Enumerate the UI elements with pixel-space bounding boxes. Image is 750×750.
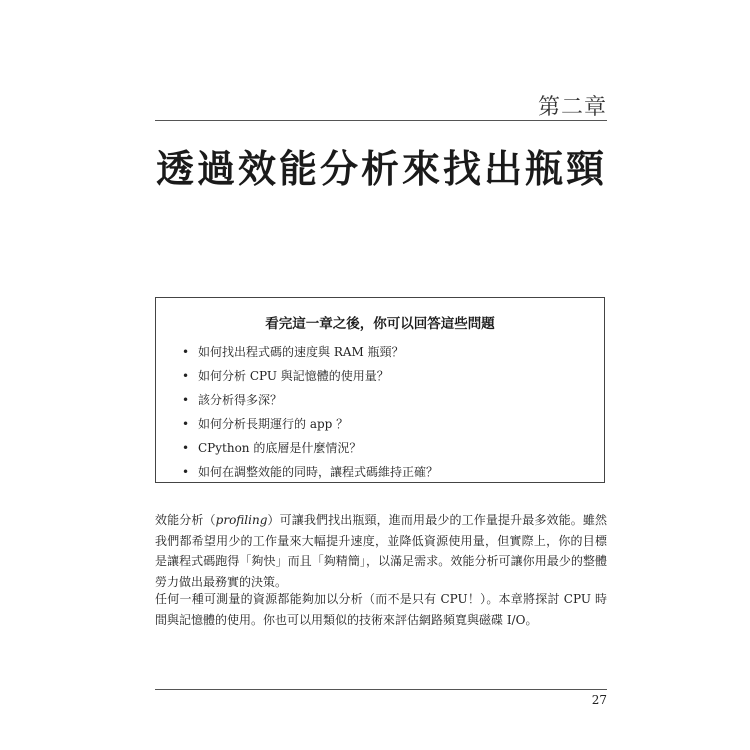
profiling-term: profiling	[215, 513, 268, 527]
question-item	[182, 460, 438, 484]
chapter-label: 第二章	[537, 95, 607, 120]
questions-list	[182, 340, 438, 484]
bullet-icon: •	[182, 441, 190, 455]
question-item	[182, 412, 438, 436]
question-text: 該分析得多深？	[198, 393, 283, 407]
paragraph-1-rest: ）可讓我們找出瓶頸，進而用最少的工作量提升最多效能。雖然我們都希望用少的工作量來大幅提升速度，並降低資源使用量，但實際上，你的目標是讓程式碼跑得「夠快」而且「夠精簡」，以滿足需求。效能分析可讓你用最少的整體勞力做出最務實的決策。	[155, 513, 607, 589]
question-item	[182, 388, 438, 412]
body-paragraph-1	[155, 510, 607, 592]
questions-box-heading: 看完這一章之後，你可以回答這些問題	[265, 316, 495, 332]
chapter-title: 透過效能分析來找出瓶頸	[155, 147, 607, 191]
paragraph-1-lead: 效能分析（	[155, 513, 216, 527]
question-item	[182, 364, 438, 388]
question-text: 如何找出程式碼的速度與 RAM 瓶頸？	[198, 345, 404, 359]
page-number: 27	[591, 693, 607, 707]
question-text: 如何在調整效能的同時，讓程式碼維持正確？	[198, 465, 439, 479]
question-text: CPython 的底層是什麼情況？	[198, 441, 362, 455]
bullet-icon: •	[182, 369, 190, 383]
header-rule	[155, 120, 607, 121]
question-item	[182, 436, 438, 460]
bullet-icon: •	[182, 417, 190, 431]
bullet-icon: •	[182, 345, 190, 359]
bullet-icon: •	[182, 393, 190, 407]
question-item	[182, 340, 438, 364]
questions-box	[155, 297, 605, 483]
question-text: 如何分析 CPU 與記憶體的使用量？	[198, 369, 389, 383]
bullet-icon: •	[182, 465, 190, 479]
question-text: 如何分析長期運行的 app ？	[198, 417, 349, 431]
footer-rule	[155, 689, 607, 690]
body-paragraph-2: 任何一種可測量的資源都能夠加以分析（而不是只有 CPU！）。本章將探討 CPU 時間與記憶體的使用。你也可以用類似的技術來評估網路頻寬與磁碟 I/O。	[155, 592, 607, 627]
